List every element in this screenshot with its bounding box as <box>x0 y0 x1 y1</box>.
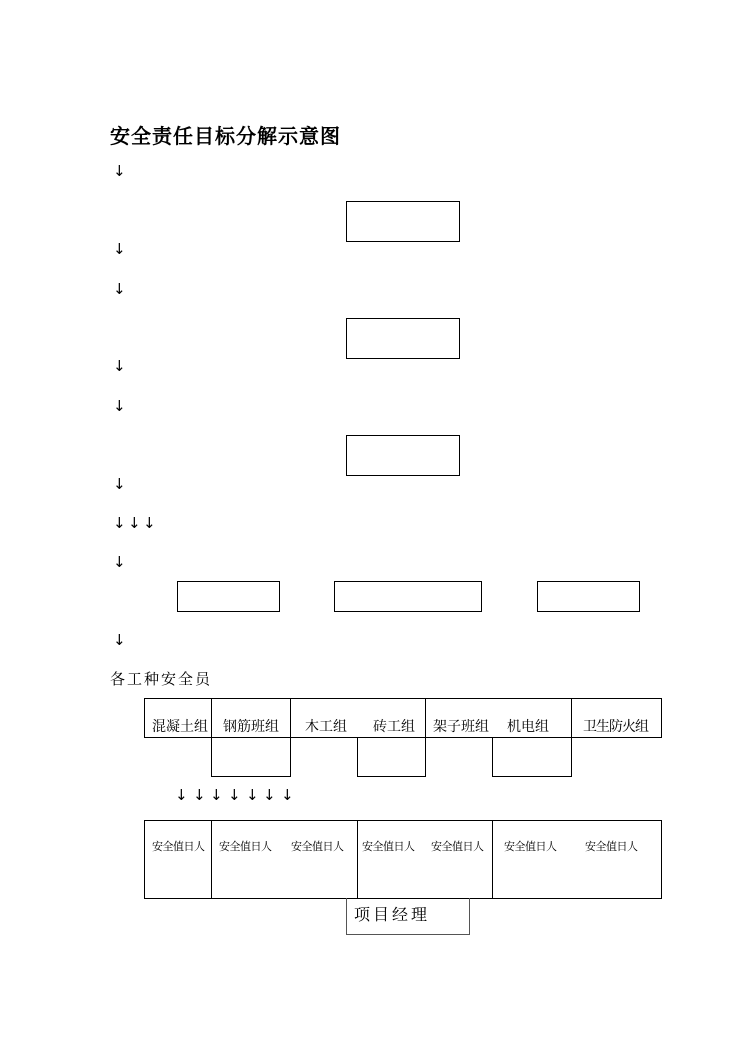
arrow-down-icon: ↓ <box>113 631 126 649</box>
duty-label: 安全值日人 <box>585 840 638 853</box>
project-manager-label: 项目经理 <box>354 905 431 924</box>
arrow-down-icon: ↓ <box>246 786 259 804</box>
group-label: 砖工组 <box>373 719 415 735</box>
divider <box>492 738 493 777</box>
divider <box>290 698 291 777</box>
arrow-down-icon: ↓ <box>113 514 126 532</box>
arrow-down-icon: ↓ <box>113 280 126 298</box>
duty-label: 安全值日人 <box>152 840 205 853</box>
duty-label: 安全值日人 <box>291 840 344 853</box>
empty-box <box>346 318 460 359</box>
divider <box>211 776 290 777</box>
arrow-down-icon: ↓ <box>193 786 206 804</box>
arrow-down-icon: ↓ <box>143 514 156 532</box>
empty-box <box>346 201 460 242</box>
group-label: 机电组 <box>507 719 549 735</box>
empty-box <box>346 435 460 476</box>
page-title: 安全责任目标分解示意图 <box>110 124 341 148</box>
group-label: 木工组 <box>305 719 347 735</box>
divider <box>211 820 212 899</box>
group-label: 混凝土组 <box>152 719 208 735</box>
divider <box>492 820 493 899</box>
arrow-down-icon: ↓ <box>113 357 126 375</box>
duty-label: 安全值日人 <box>504 840 557 853</box>
arrow-down-icon: ↓ <box>281 786 294 804</box>
group-label: 钢筋班组 <box>223 719 279 735</box>
divider <box>357 738 358 777</box>
duty-label: 安全值日人 <box>219 840 272 853</box>
arrow-down-icon: ↓ <box>113 240 126 258</box>
arrow-down-icon: ↓ <box>263 786 276 804</box>
arrow-down-icon: ↓ <box>128 514 141 532</box>
duty-row <box>144 820 662 899</box>
arrow-down-icon: ↓ <box>113 397 126 415</box>
empty-box <box>334 581 482 612</box>
divider <box>357 820 358 899</box>
group-label: 架子班组 <box>433 719 489 735</box>
arrow-down-icon: ↓ <box>228 786 241 804</box>
duty-label: 安全值日人 <box>362 840 415 853</box>
duty-label: 安全值日人 <box>431 840 484 853</box>
empty-box <box>537 581 640 612</box>
arrow-down-icon: ↓ <box>113 162 126 180</box>
arrow-down-icon: ↓ <box>175 786 188 804</box>
divider <box>357 776 425 777</box>
arrow-down-icon: ↓ <box>210 786 223 804</box>
divider <box>492 776 571 777</box>
arrow-down-icon: ↓ <box>113 475 126 493</box>
group-label: 卫生防火组 <box>583 719 648 735</box>
divider <box>211 698 212 777</box>
section-subtitle: 各工种安全员 <box>110 670 213 688</box>
arrow-down-icon: ↓ <box>113 553 126 571</box>
empty-box <box>177 581 280 612</box>
divider <box>425 698 426 777</box>
divider <box>571 698 572 777</box>
